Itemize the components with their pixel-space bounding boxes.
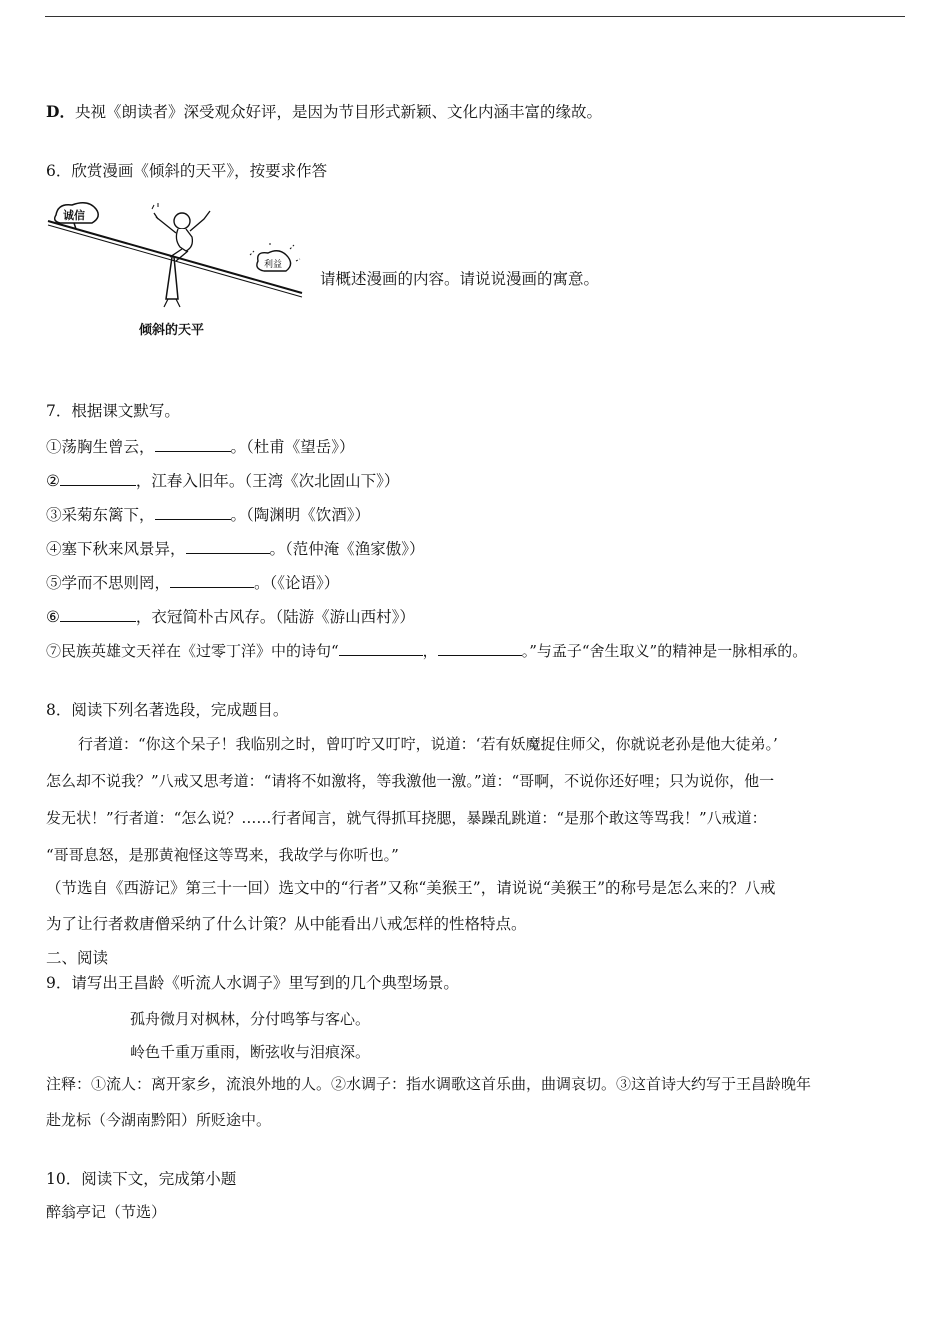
q9-title: 9．请写出王昌龄《听流人水调子》里写到的几个典型场景。 [46,974,459,992]
answer-blank[interactable] [438,639,522,656]
answer-blank[interactable] [339,639,423,656]
item-tail: 。”与孟子“舍生取义”的精神是一脉相承的。 [521,642,808,660]
q7-item-7 [46,639,807,661]
q8-title: 8．阅读下列名著选段，完成题目。 [46,701,289,719]
answer-blank[interactable] [60,469,136,486]
answer-blank[interactable] [170,571,254,588]
item-source: ，江春入旧年。（王湾《次北固山下》） [135,472,400,490]
header-rule [45,16,905,17]
scale-base [164,299,180,307]
item-source: 。（范仲淹《渔家傲》） [269,540,425,558]
q5-option-d [46,102,602,122]
answer-blank[interactable] [186,537,270,554]
comic-label-interest: 利益 [264,260,283,270]
item-text: ③采菊东篱下， [46,506,155,524]
q9-note-line-2: 赴龙标（今湖南黔阳）所贬途中。 [46,1111,272,1129]
q9-poem-line-2: 岭色千重万重雨，断弦收与泪痕深。 [130,1043,371,1061]
comic-label-integrity: 诚信 [63,209,85,222]
q7-item-5 [46,571,339,593]
q7-title: 7．根据课文默写。 [46,402,180,420]
q8-question-line-1: （节选自《西游记》第三十一回）选文中的“行者”又称“美猴王”，请说说“美猴王”的称号是怎么来的？八戒 [46,879,776,897]
tilted-scale-cartoon [44,195,314,345]
person-head [174,213,190,229]
q9-poem-line-1: 孤舟微月对枫林，分付鸣筝与客心。 [130,1010,371,1028]
q8-passage-line-4: “哥哥息怒，是那黄袍怪这等骂来，我故学与你听也。” [46,846,399,864]
q10-passage-title: 醉翁亭记（节选） [46,1203,167,1221]
item-text: ⑤学而不思则罔， [46,574,171,592]
item-source: 。（《论语》） [254,574,340,592]
q7-item-2 [46,469,399,491]
q8-passage-line-2: 怎么却不说我？”八戒又思考道：“请将不如激将，等我激他一激。”道：“哥啊，不说你还好哩；只为说你，他一 [46,772,775,790]
item-text: ⑥ [46,608,60,626]
comic-caption: 倾斜的天平 [139,323,205,338]
item-source: ，衣冠简朴古风存。（陆游《游山西村》） [135,608,415,626]
section-reading-title: 二、阅读 [46,949,109,967]
answer-blank[interactable] [60,605,136,622]
item-text: ⑦民族英雄文天祥在《过零丁洋》中的诗句“ [46,642,339,660]
item-separator: ， [422,642,438,660]
q6-title: 6．欣赏漫画《倾斜的天平》，按要求作答 [46,162,328,180]
q7-item-1 [46,435,355,457]
person-body [176,229,192,251]
q8-passage-line-3: 发无状！”行者道：“怎么说？……行者闻言，就气得抓耳挠腮，暴躁乱跳道：“是那个敢这等骂我！”八戒道： [46,809,767,827]
q7-item-6 [46,605,415,627]
q7-item-4 [46,537,425,559]
option-text: 央视《朗读者》深受观众好评，是因为节目形式新颖、文化内涵丰富的缘故。 [74,103,602,121]
answer-blank[interactable] [155,503,231,520]
q6-prompt: 请概述漫画的内容。请说说漫画的寓意。 [320,270,600,288]
q7-item-3 [46,503,370,525]
q10-title: 10．阅读下文，完成第小题 [46,1170,237,1188]
q8-question-line-2: 为了让行者救唐僧采纳了什么计策？从中能看出八戒怎样的性格特点。 [46,915,527,933]
q8-passage-line-1: 行者道：“你这个呆子！我临别之时，曾叮咛又叮咛，说道：‘若有妖魔捉住师父，你就说老孙是他大徒弟。’ [78,735,778,753]
item-source: 。（陶渊明《饮酒》） [230,506,371,524]
option-label: D． [46,102,75,121]
answer-blank[interactable] [155,435,231,452]
item-source: 。（杜甫《望岳》） [230,438,355,456]
item-text: ④塞下秋来风景异， [46,540,186,558]
q9-note-line-1: 注释：①流人：离开家乡，流浪外地的人。②水调子：指水调歌这首乐曲，曲调哀切。③这首诗大约写于王昌龄晚年 [46,1075,812,1093]
item-text: ② [46,472,60,490]
item-text: ①荡胸生曾云， [46,438,155,456]
scale-post [166,257,178,299]
